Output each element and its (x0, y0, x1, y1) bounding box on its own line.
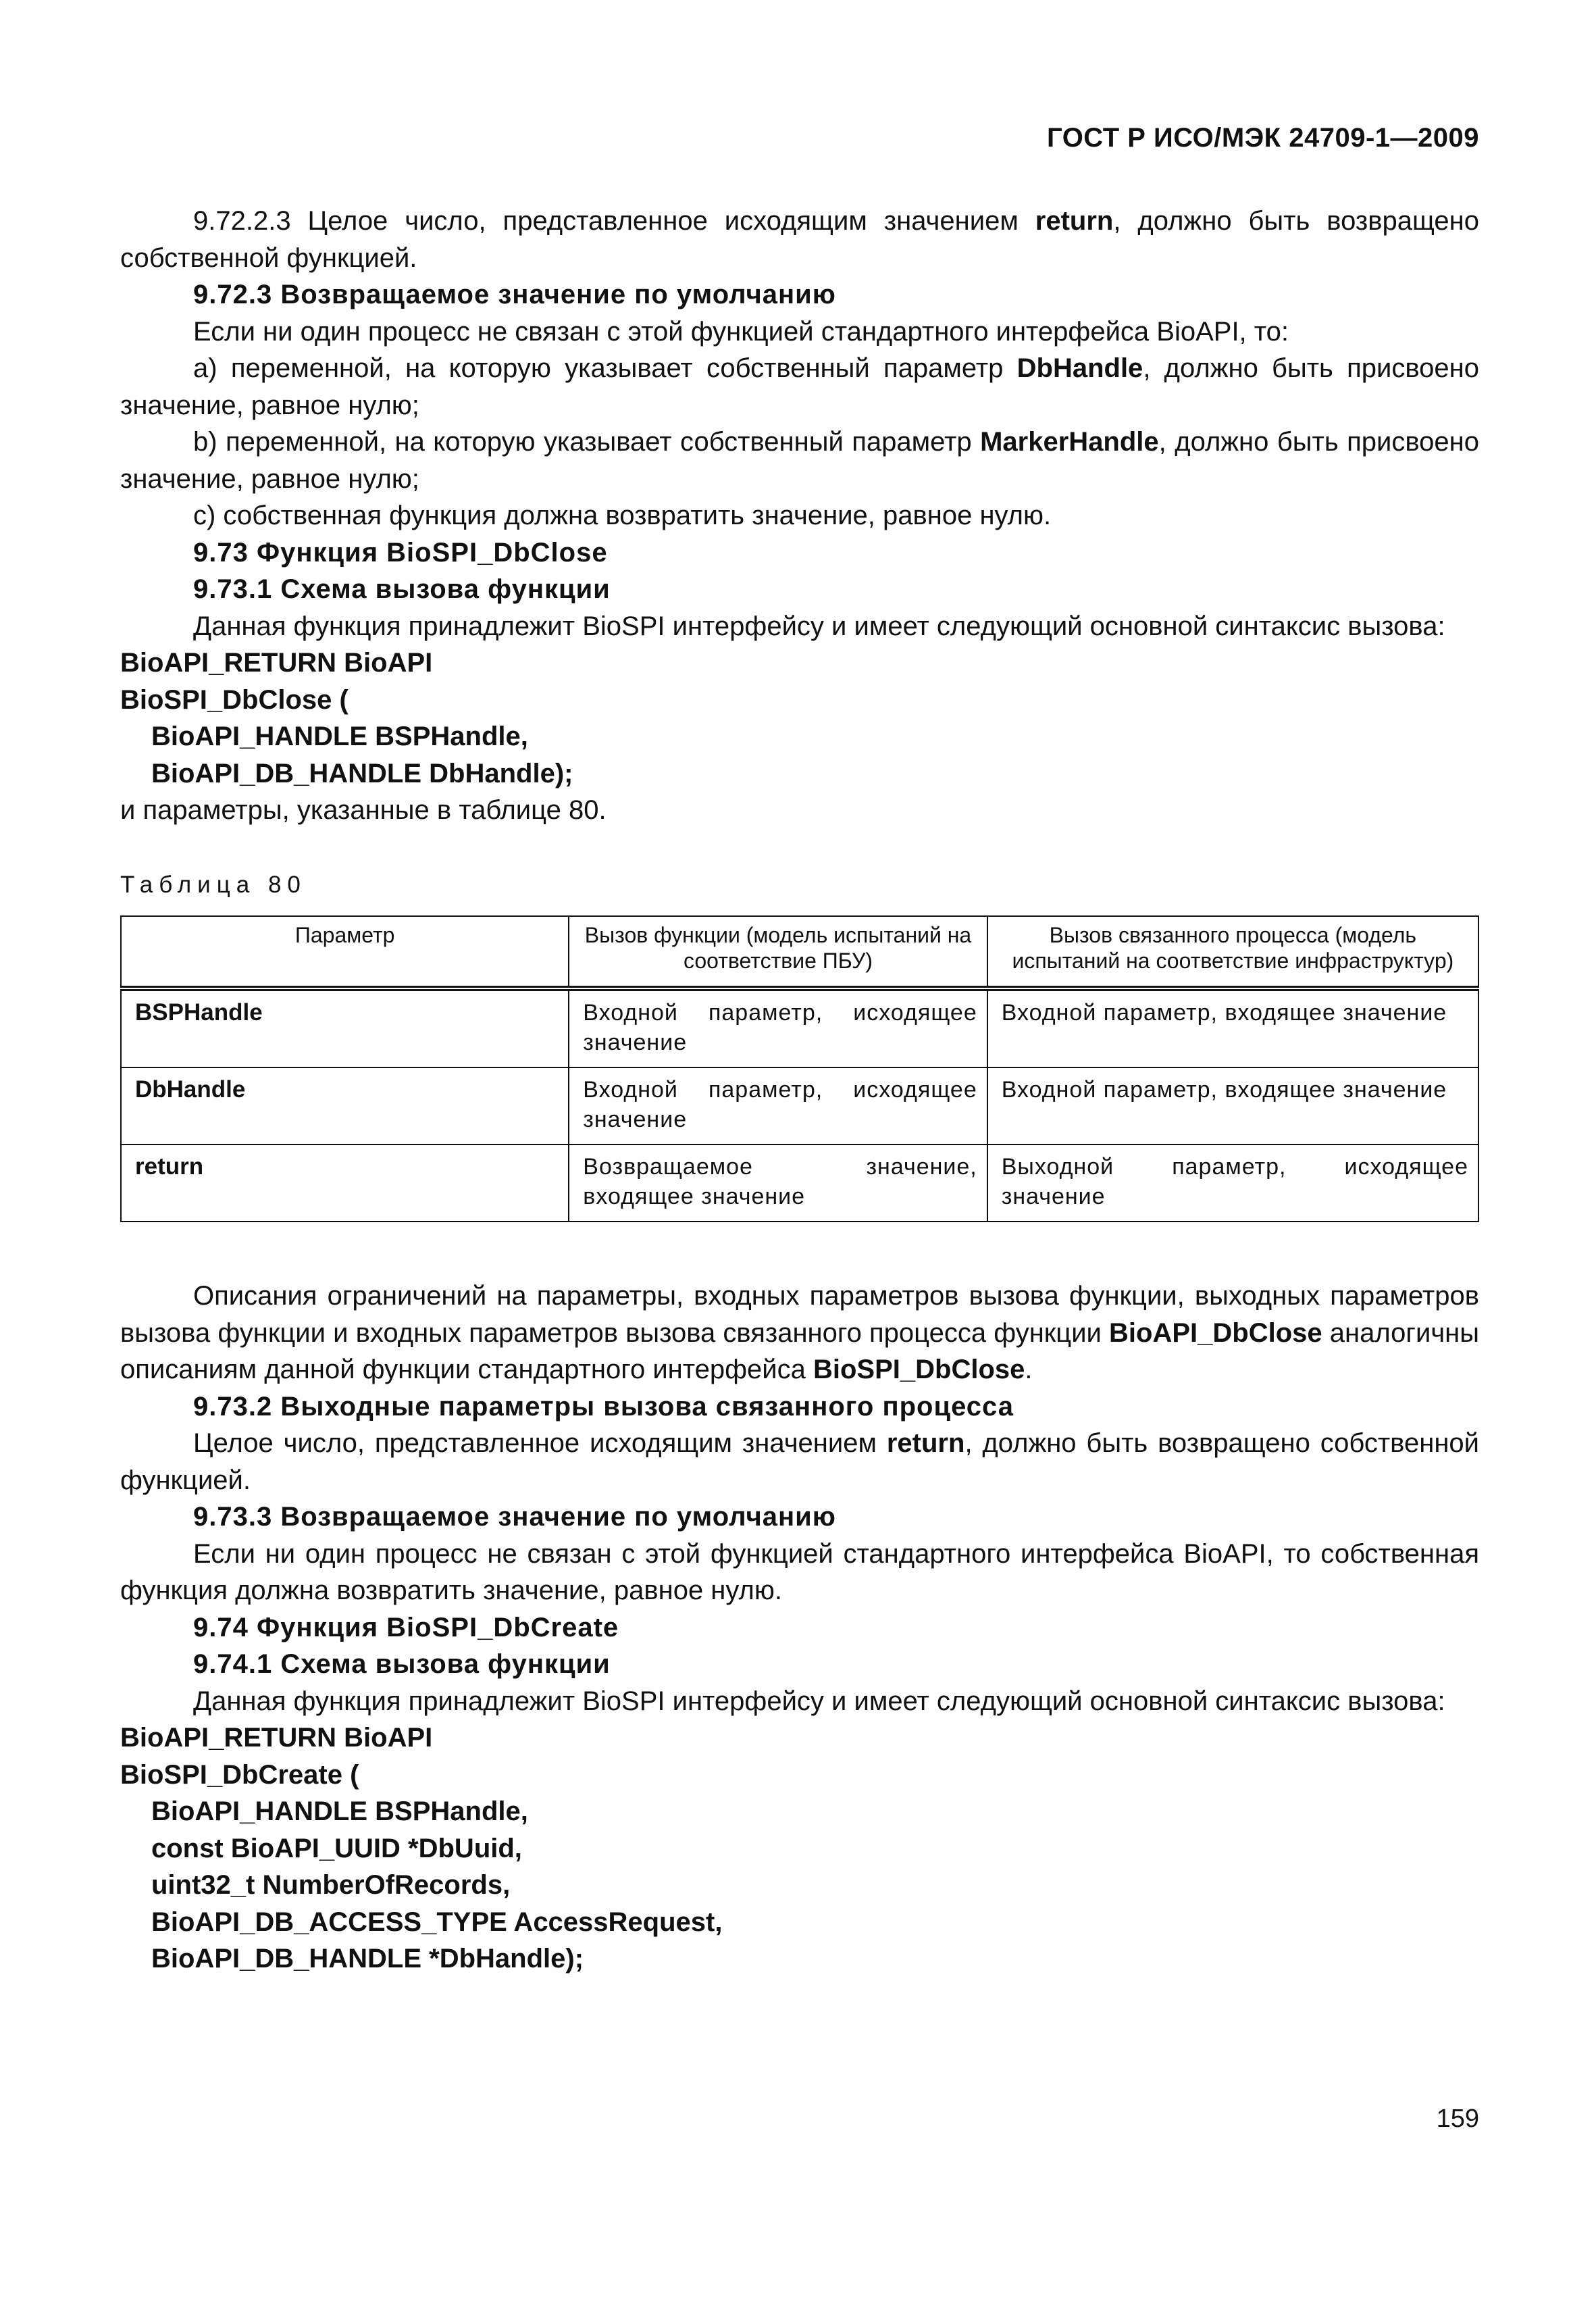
table-cell: DbHandle (121, 1067, 569, 1145)
list-item: с) собственная функция должна возвратить значение, равное нулю. (193, 501, 1052, 530)
section-heading: 9.73.3 Возвращаемое значение по умолчанию (193, 1502, 836, 1532)
section-heading: 9.73.2 Выходные параметры вызова связанного процесса (193, 1391, 1014, 1422)
code-line: BioSPI_DbClose ( (120, 684, 349, 715)
parameters-table (120, 915, 1479, 1222)
section-heading: 9.72.3 Возвращаемое значение по умолчанию (193, 280, 836, 309)
code-line: BioAPI_HANDLE BSPHandle, (151, 1796, 528, 1826)
table-cell: BSPHandle (121, 988, 569, 1067)
table-cell: Выходной параметр, исходящее значение (987, 1145, 1478, 1222)
section-heading: 9.74 Функция BioSPI_DbCreate (193, 1612, 619, 1642)
table-row (121, 1067, 1478, 1145)
table-caption: Таблица 80 (120, 871, 307, 898)
list-item: b) переменной, на которую указывает собственный параметр MarkerHandle, должно быть присвоено значение, равное нулю; (120, 427, 1480, 494)
table-cell: Входной параметр, исходящее значение (569, 988, 987, 1067)
paragraph: и параметры, указанные в таблице 80. (120, 795, 607, 825)
table-row (121, 988, 1478, 1067)
table-row (121, 1145, 1478, 1222)
table-cell: Возвращаемое значение, входящее значение (569, 1145, 987, 1222)
code-line: uint32_t NumberOfRecords, (151, 1870, 511, 1900)
paragraph: Данная функция принадлежит BioSPI интерфейсу и имеет следующий основной синтаксис вызова: (193, 611, 1445, 641)
paragraph: Целое число, представленное исходящим значением return, должно быть возвращено собственной функцией. (120, 1428, 1479, 1495)
code-line: BioSPI_DbCreate ( (120, 1759, 359, 1790)
paragraph: Если ни один процесс не связан с этой функцией стандартного интерфейса BioAPI, то: (193, 316, 1289, 347)
code-line: BioAPI_DB_HANDLE *DbHandle); (151, 1944, 584, 1973)
paragraph: Если ни один процесс не связан с этой функцией стандартного интерфейса BioAPI, то собственная функция должна возвратить значение, равное нулю. (120, 1538, 1479, 1605)
code-line: const BioAPI_UUID *DbUuid, (151, 1833, 522, 1863)
table-cell: return (121, 1145, 569, 1222)
section-heading: 9.74.1 Схема вызова функции (193, 1649, 611, 1679)
code-line: BioAPI_RETURN BioAPI (120, 1723, 433, 1753)
code-line: BioAPI_HANDLE BSPHandle, (151, 722, 528, 751)
section-heading: 9.73.1 Схема вызова функции (193, 574, 611, 604)
table-cell: Входной параметр, входящее значение (987, 1067, 1478, 1145)
paragraph: 9.72.2.3 Целое число, представленное исходящим значением return, должно быть возвращено собственной функцией. (120, 206, 1479, 273)
document-header: ГОСТ Р ИСО/МЭК 24709-1—2009 (1047, 123, 1479, 153)
table-header-row (121, 916, 1478, 988)
page-number: 159 (1436, 2105, 1479, 2133)
table-header-cell: Параметр (121, 916, 569, 988)
code-line: BioAPI_RETURN BioAPI (120, 648, 433, 678)
table-cell: Входной параметр, исходящее значение (569, 1067, 987, 1145)
section-heading: 9.73 Функция BioSPI_DbClose (193, 537, 608, 568)
paragraph: Данная функция принадлежит BioSPI интерфейсу и имеет следующий основной синтаксис вызова: (193, 1686, 1445, 1716)
table-header-cell: Вызов связанного процесса (модель испытаний на соответствие инфраструктур) (987, 916, 1478, 988)
code-line: BioAPI_DB_ACCESS_TYPE AccessRequest, (151, 1907, 723, 1937)
table-header-cell: Вызов функции (модель испытаний на соответствие ПБУ) (569, 916, 987, 988)
page-body (120, 203, 1479, 1978)
paragraph: Описания ограничений на параметры, входных параметров вызова функции, выходных параметров вызова функции и входных параметров вызова связанного процесса функции BioAPI_DbClose аналогичны описаниям данной функции стандартного интерфейса BioSPI_DbClose. (120, 1281, 1479, 1384)
table-cell: Входной параметр, входящее значение (987, 988, 1478, 1067)
code-line: BioAPI_DB_HANDLE DbHandle); (151, 758, 573, 788)
list-item: а) переменной, на которую указывает собственный параметр DbHandle, должно быть присвоено значение, равное нулю; (120, 353, 1480, 420)
